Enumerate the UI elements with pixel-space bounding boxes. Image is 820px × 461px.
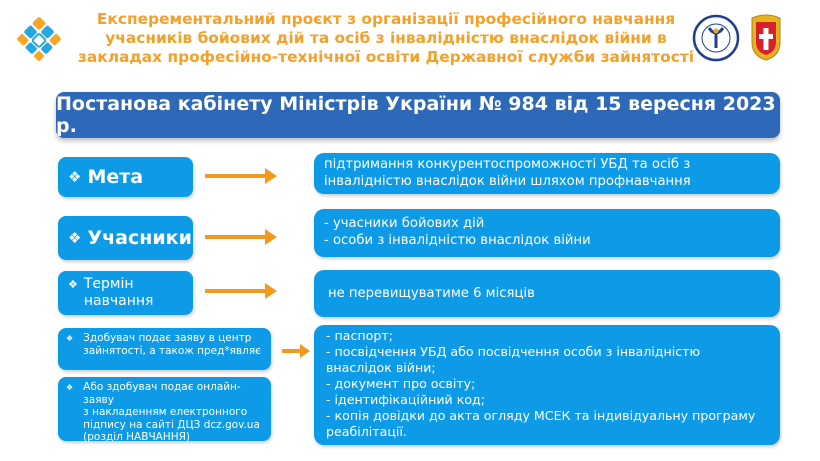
diamond-bullet-icon: ❖ [66,334,74,343]
header-title [66,10,706,67]
participants-label-box [58,216,193,260]
documents-text-line: реабілітації. [326,424,407,439]
apply-online-line: (розділ НАВЧАННЯ) [83,431,191,443]
apply-center-label-box [58,328,271,370]
diamond-bullet-icon: ❖ [68,168,82,186]
apply-center-line: зайнятості, а також пред*являє [83,344,261,357]
apply-online-label-box [58,377,271,441]
diamond-bullet-icon: ❖ [68,278,78,291]
diamond-bullet-icon: ❖ [68,229,82,247]
term-label-box [58,271,193,315]
documents-text-line: - паспорт; [326,328,393,343]
documents-text-line: - документ про освіту; [326,376,476,391]
documents-text-box [314,325,780,445]
ornament-logo [14,14,64,64]
coat-of-arms-icon [748,12,784,62]
term-text-box [314,270,780,317]
term-label [84,276,154,310]
documents-text-line: - ідентифікаційний код; [326,392,485,407]
participants-text-line: - учасники бойових дій [324,216,485,231]
arrow-right-icon [205,168,277,184]
banner-text: Постанова кабінету Міністрів України № 984 від 15 вересня 2023 р. [56,93,776,137]
participants-text-box [314,209,780,257]
header-line-2: учасників бойових дій та осіб з інвалідністю внаслідок війни в [105,29,667,47]
term-label-line: Термін [83,276,134,292]
diamond-bullet-icon: ❖ [66,383,74,392]
participants-label: Учасники [87,227,192,249]
apply-online-label [83,381,263,444]
documents-text-line: - копія довідки до акта огляду МСЕК та індивідуальну програму [326,408,756,423]
goal-text-line: підтримання конкурентоспроможності УБД та осіб з [324,157,691,172]
employment-service-logo [692,14,740,62]
arrow-right-icon [205,229,277,245]
apply-online-line: підпису на сайті ДЦЗ dcz.gov.ua [83,418,260,431]
arrow-right-icon [205,283,277,299]
resolution-banner [56,92,780,138]
documents-text-line: внаслідок війни; [326,360,436,375]
participants-text-line: - особи з інвалідністю внаслідок війни [324,233,591,248]
goal-label-box [58,157,193,197]
apply-center-label [83,332,261,357]
header-line-1: Експерементальний проєкт з організації професійного навчання [96,10,676,28]
apply-online-line: з накладенням електронного [83,406,248,418]
apply-online-line: Або здобувач подає онлайн-заяву [83,381,241,406]
goal-label: Мета [87,166,144,188]
header-line-3: закладах професійно-технічної освіти Державної служби зайнятості [77,48,695,66]
term-label-line: навчання [83,293,154,309]
goal-text-line: інвалідністю внаслідок війни шляхом профнавчання [324,174,691,189]
term-text-line: не перевищуватиме 6 місяців [328,286,535,301]
arrow-right-icon [282,344,310,358]
goal-text-box [314,153,780,194]
apply-center-line: Здобувач подає заяву в центр [83,332,252,344]
documents-text-line: - посвідчення УБД або посвідчення особи з інвалідністю [326,344,701,359]
